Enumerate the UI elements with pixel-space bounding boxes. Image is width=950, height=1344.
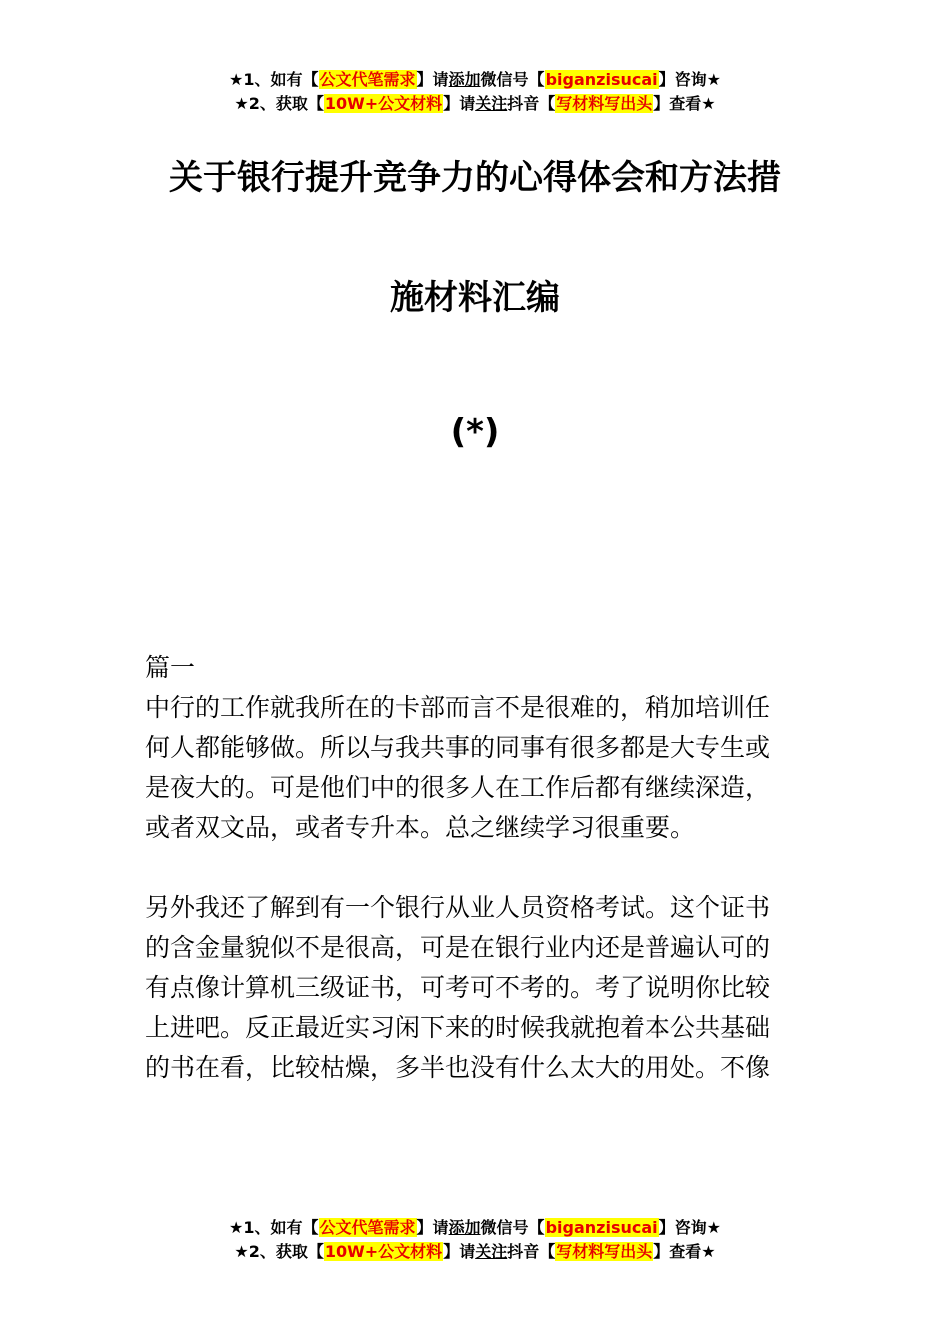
- document-title-marker: (*): [450, 412, 500, 452]
- promo-underlined-text: 关注: [475, 94, 508, 113]
- promo-text: ★2、获取【: [234, 94, 324, 113]
- document-body: [145, 648, 811, 1088]
- body-line: 另外我还了解到有一个银行从业人员资格考试。这个证书: [145, 893, 771, 922]
- section-heading: 篇一: [145, 653, 196, 682]
- promo-underlined-text: 关注: [475, 1242, 508, 1261]
- promo-line-2: [0, 92, 950, 116]
- promo-highlight: 10W+公文材料: [324, 1242, 443, 1261]
- promo-text: ★1、如有【: [229, 70, 319, 89]
- body-line: 是夜大的。可是他们中的很多人在工作后都有继续深造，: [145, 773, 771, 802]
- promo-underlined-text: 添加: [448, 1218, 481, 1237]
- promo-text: 】咨询★: [658, 70, 721, 89]
- promo-line-2: [0, 1240, 950, 1264]
- promo-line-1: [0, 1216, 950, 1240]
- promo-text: ★2、获取【: [234, 1242, 324, 1261]
- body-line: 上进吧。反正最近实习闲下来的时候我就抱着本公共基础: [145, 1013, 771, 1042]
- promo-text: 】请: [416, 70, 449, 89]
- document-title-line-2: 施材料汇编: [390, 278, 560, 318]
- paragraph-2: [145, 888, 811, 1088]
- body-line: 的含金量貌似不是很高，可是在银行业内还是普遍认可的: [145, 933, 771, 962]
- promo-text: 】咨询★: [658, 1218, 721, 1237]
- body-line: 的书在看，比较枯燥，多半也没有什么太大的用处。不像: [145, 1053, 771, 1082]
- header-promo-banner: [0, 68, 950, 116]
- promo-text: 】请: [416, 1218, 449, 1237]
- promo-text: 】请: [443, 1242, 476, 1261]
- paragraph-spacer: [145, 848, 811, 888]
- footer-promo-banner: [0, 1216, 950, 1264]
- promo-highlight: biganzisucai: [545, 70, 658, 89]
- promo-text: 】查看★: [653, 1242, 716, 1261]
- promo-highlight: 10W+公文材料: [324, 94, 443, 113]
- promo-text: 】查看★: [653, 94, 716, 113]
- promo-line-1: [0, 68, 950, 92]
- body-line: 有点像计算机三级证书，可考可不考的。考了说明你比较: [145, 973, 771, 1002]
- promo-underlined-text: 添加: [448, 70, 481, 89]
- promo-text: 抖音【: [507, 94, 556, 113]
- paragraph-1: [145, 688, 811, 848]
- promo-text: 微信号【: [480, 1218, 545, 1237]
- promo-highlight: 写材料写出头: [556, 94, 653, 113]
- promo-text: ★1、如有【: [229, 1218, 319, 1237]
- promo-highlight: 公文代笔需求: [319, 70, 416, 89]
- promo-text: 】请: [443, 94, 476, 113]
- promo-highlight: 写材料写出头: [556, 1242, 653, 1261]
- body-line: 何人都能够做。所以与我共事的同事有很多都是大专生或: [145, 733, 771, 762]
- promo-highlight: biganzisucai: [545, 1218, 658, 1237]
- body-line: 中行的工作就我所在的卡部而言不是很难的，稍加培训任: [145, 693, 771, 722]
- promo-text: 抖音【: [507, 1242, 556, 1261]
- document-title-line-1: 关于银行提升竞争力的心得体会和方法措: [169, 158, 781, 198]
- promo-text: 微信号【: [480, 70, 545, 89]
- promo-highlight: 公文代笔需求: [319, 1218, 416, 1237]
- body-line: 或者双文品，或者专升本。总之继续学习很重要。: [145, 813, 696, 842]
